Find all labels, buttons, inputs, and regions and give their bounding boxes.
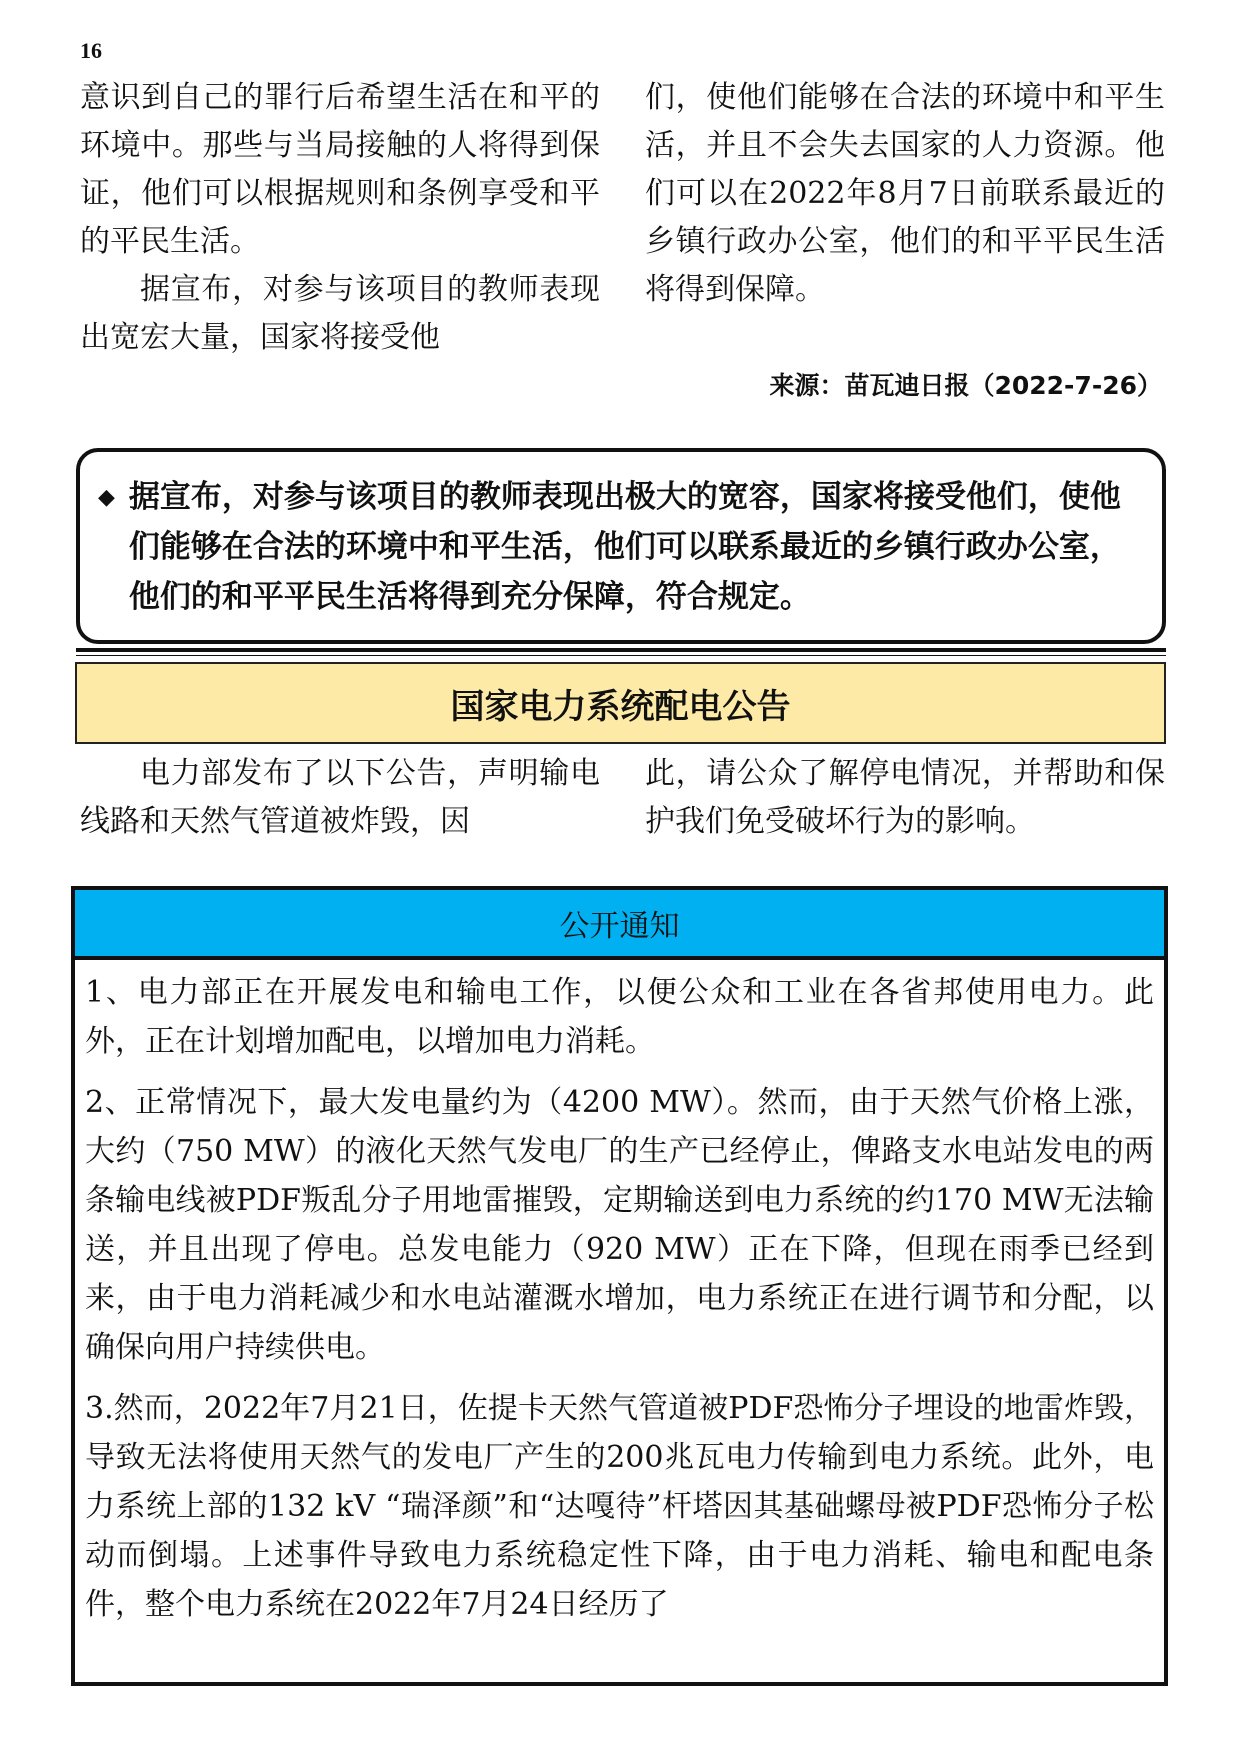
article-paragraph: 据宣布，对参与该项目的教师表现出宽宏大量，国家将接受他 xyxy=(80,272,600,355)
notice-item: 3.然而，2022年7月21日，佐提卡天然气管道被PDF恐怖分子埋设的地雷炸毁，导致无法将使用天然气的发电厂产生的200兆瓦电力传输到电力系统。此外，电力系统上部的132 kV “瑞泽颜”和“达嘎待”杆塔因其基础螺母被PDF恐怖分子松动而倒塌。上述事件导致电力系统稳定性下降，由于电力消耗、输电和配电条件，整个电力系统在2022年7月24日经历了 xyxy=(85,1391,1154,1622)
notice-header: 公开通知 xyxy=(75,890,1164,960)
section-divider xyxy=(76,648,1166,652)
announcement-right-column xyxy=(645,750,1165,846)
highlight-box xyxy=(76,448,1166,644)
article-columns xyxy=(80,74,1165,362)
article-source: 来源：苗瓦迪日报（2022-7-26） xyxy=(769,371,1162,400)
notice-item: 2、正常情况下，最大发电量约为（4200 MW）。然而，由于天然气价格上涨，大约（750 MW）的液化天然气发电厂的生产已经停止，俾路支水电站发电的两条输电线被PDF叛乱分子用地雷摧毁，定期输送到电力系统的约170 MW无法输送，并且出现了停电。总发电能力（920 MW）正在下降，但现在雨季已经到来，由于电力消耗减少和水电站灌溉水增加，电力系统正在进行调节和分配，以确保向用户持续供电。 xyxy=(85,1085,1154,1365)
public-notice-box xyxy=(71,886,1168,1686)
notice-item: 1、电力部正在开展发电和输电工作，以便公众和工业在各省邦使用电力。此外，正在计划增加配电，以增加电力消耗。 xyxy=(85,975,1154,1059)
diamond-bullet-icon: ◆ xyxy=(98,484,115,510)
section-divider-thin xyxy=(76,655,1166,656)
article-paragraph: 意识到自己的罪行后希望生活在和平的环境中。那些与当局接触的人将得到保证，他们可以根据规则和条例享受和平的平民生活。 xyxy=(80,80,600,259)
article-paragraph: 们，使他们能够在合法的环境中和平生活，并且不会失去国家的人力资源。他们可以在2022年8月7日前联系最近的乡镇行政办公室，他们的和平平民生活将得到保障。 xyxy=(645,80,1165,307)
page-number: 16 xyxy=(80,38,102,63)
article-left-column xyxy=(80,74,600,362)
section-title: 国家电力系统配电公告 xyxy=(75,662,1166,744)
announcement-paragraph: 电力部发布了以下公告，声明输电线路和天然气管道被炸毁，因 xyxy=(80,756,600,839)
announcement-columns xyxy=(80,750,1165,846)
highlight-text: 据宣布，对参与该项目的教师表现出极大的宽容，国家将接受他们，使他们能够在合法的环境中和平生活，他们可以联系最近的乡镇行政办公室，他们的和平平民生活将得到充分保障，符合规定。 xyxy=(128,479,1121,615)
notice-body xyxy=(75,960,1164,1629)
article-right-column xyxy=(645,74,1165,362)
announcement-paragraph: 此，请公众了解停电情况，并帮助和保护我们免受破坏行为的影响。 xyxy=(645,756,1165,839)
announcement-left-column xyxy=(80,750,600,846)
